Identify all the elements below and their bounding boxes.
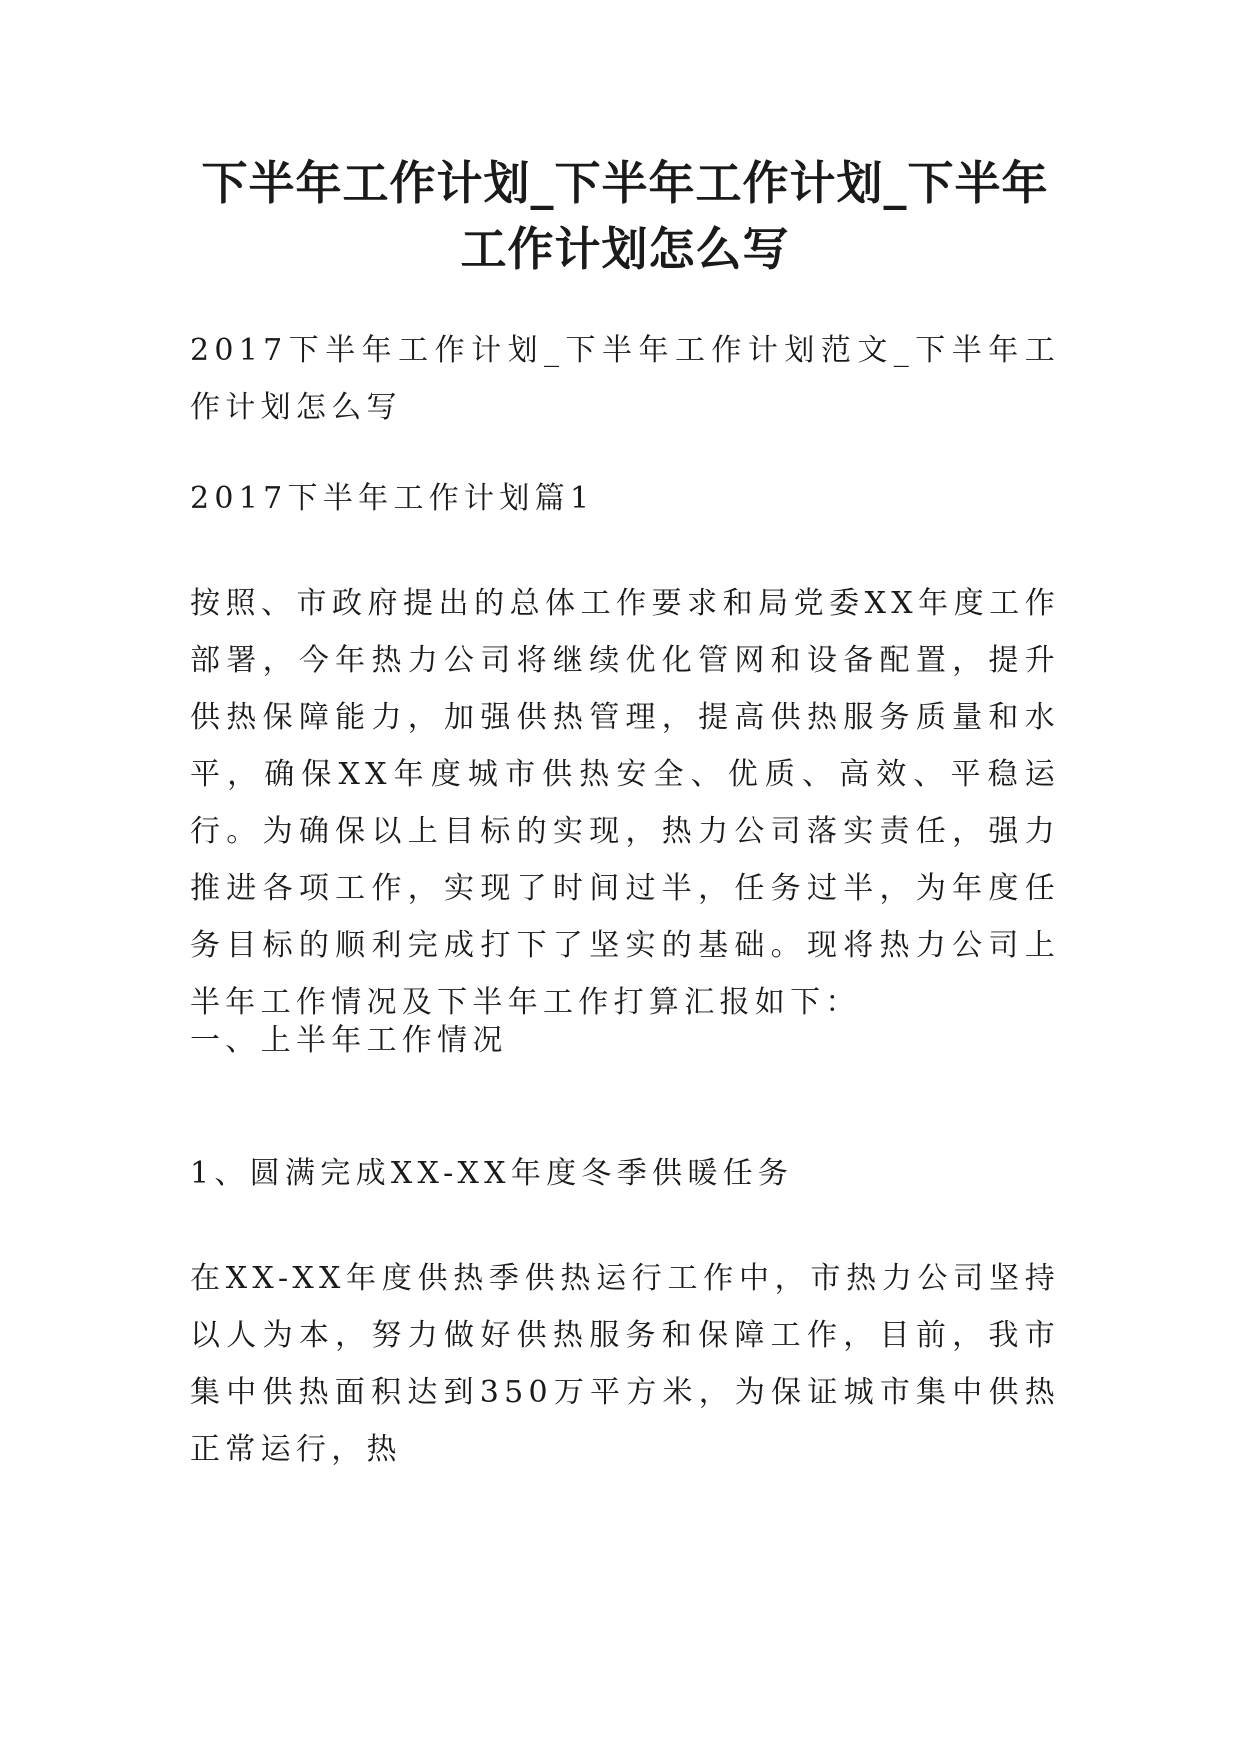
part-one-heading: 一、上半年工作情况 — [190, 1023, 508, 1058]
item-one-paragraph: 在XX-XX年度供热季供热运行工作中，市热力公司坚持以人为本，努力做好供热服务和保障工作，目前，我市集中供热面积达到350万平方米，为保证城市集中供热正常运行，热 — [190, 1261, 1060, 1467]
document-subtitle: 2017下半年工作计划_下半年工作计划范文_下半年工作计划怎么写 — [190, 333, 1060, 425]
document-title: 下半年工作计划_下半年工作计划_下半年工作计划怎么写 — [201, 156, 1049, 276]
intro-paragraph: 按照、市政府提出的总体工作要求和局党委XX年度工作部署，今年热力公司将继续优化管网和设备配置，提升供热保障能力，加强供热管理，提高供热服务质量和水平，确保XX年度城市供热安全、优质、高效、平稳运行。为确保以上目标的实现，热力公司落实责任，强力推进各项工作，实现了时间过半，任务过半，为年度任务目标的顺利完成打下了坚实的基础。现将热力公司上半年工作情况及下半年工作打算汇报如下： — [190, 586, 1060, 1020]
item-one-heading: 1、圆满完成XX-XX年度冬季供暖任务 — [190, 1156, 794, 1191]
section-heading: 2017下半年工作计划篇1 — [190, 481, 595, 516]
